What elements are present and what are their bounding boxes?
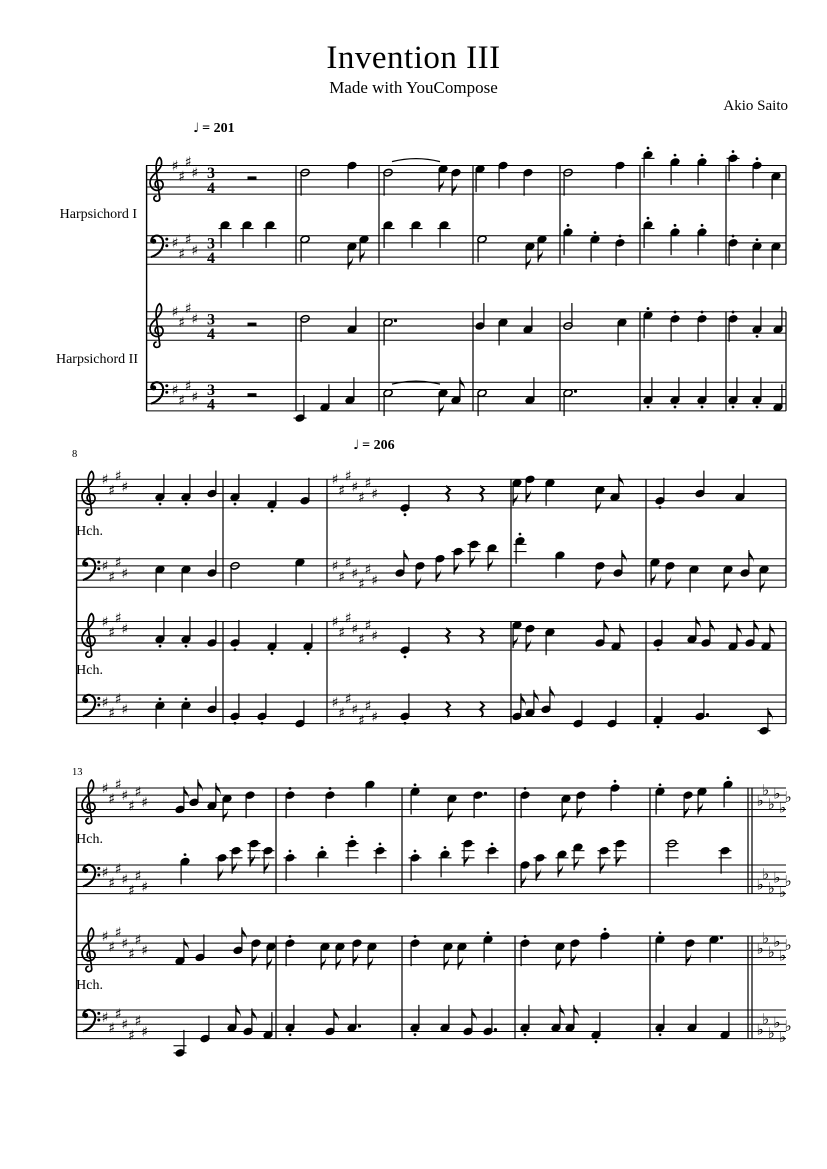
measure-number: 13	[72, 767, 83, 778]
eighth-flag	[651, 572, 656, 585]
key-signature-sharp: ♯	[331, 558, 339, 575]
staccato-dot	[756, 238, 759, 241]
instrument-label: Hch.	[76, 978, 103, 993]
key-signature-sharp: ♯	[371, 486, 378, 503]
tempo-value: = 201	[202, 121, 235, 136]
staccato-dot	[659, 506, 662, 509]
staccato-dot	[701, 154, 704, 157]
staccato-dot	[185, 503, 188, 506]
eighth-flag	[562, 809, 567, 822]
key-signature-flat: ♭	[767, 1024, 775, 1043]
key-signature-sharp: ♯	[108, 625, 115, 642]
key-signature-sharp: ♯	[134, 1013, 142, 1030]
key-signature-sharp: ♯	[351, 565, 359, 582]
staccato-dot	[414, 935, 417, 938]
eighth-flag	[460, 377, 465, 390]
staccato-dot	[271, 510, 274, 513]
key-signature-sharp: ♯	[128, 1027, 135, 1044]
eighth-flag	[267, 957, 272, 970]
key-signature-sharp: ♯	[114, 777, 122, 794]
tempo-marking	[193, 121, 235, 137]
tempo-value: = 206	[362, 438, 395, 453]
staccato-dot	[184, 853, 187, 856]
key-signature-sharp: ♯	[114, 691, 122, 708]
staccato-dot	[271, 652, 274, 655]
bass-clef-dot	[97, 697, 100, 700]
tie-slur	[392, 159, 440, 162]
augmentation-dot	[720, 936, 723, 939]
key-signature-sharp: ♯	[134, 868, 142, 885]
staccato-dot	[614, 780, 617, 783]
staccato-dot	[351, 835, 354, 838]
eighth-flag	[448, 809, 453, 822]
key-signature-sharp: ♯	[114, 610, 122, 627]
key-signature-sharp: ♯	[121, 935, 129, 952]
staccato-dot	[595, 1040, 598, 1043]
staccato-dot	[289, 935, 292, 938]
key-signature-sharp: ♯	[344, 610, 352, 627]
time-signature-numerator: 3	[207, 165, 215, 183]
key-signature-sharp: ♯	[171, 235, 179, 252]
eighth-flag	[321, 957, 326, 970]
time-signature-denominator: 4	[207, 326, 215, 343]
staccato-dot	[659, 931, 662, 934]
key-signature-sharp: ♯	[371, 628, 378, 645]
staccato-dot	[519, 533, 522, 536]
key-signature-sharp: ♯	[134, 784, 142, 801]
staccato-dot	[414, 783, 417, 786]
eighth-flag	[596, 500, 601, 513]
augmentation-dot	[494, 1028, 497, 1031]
staccato-dot	[756, 406, 759, 409]
key-signature-sharp: ♯	[134, 932, 142, 949]
time-signature-numerator: 3	[207, 382, 215, 399]
page-subtitle: Made with YouCompose	[329, 78, 498, 97]
staccato-dot	[261, 722, 264, 725]
staccato-dot	[185, 645, 188, 648]
staccato-dot	[659, 783, 662, 786]
key-signature-sharp: ♯	[344, 468, 352, 485]
key-signature-flat: ♭	[778, 1027, 786, 1046]
page-title: Invention III	[326, 40, 501, 76]
bass-clef-dot	[97, 561, 100, 564]
augmentation-dot	[484, 792, 487, 795]
key-signature-flat: ♭	[762, 928, 770, 947]
staccato-dot	[444, 846, 447, 849]
measure-number: 8	[72, 449, 78, 460]
key-signature-flat: ♭	[762, 1009, 770, 1028]
eighth-flag	[216, 783, 221, 796]
staccato-dot	[756, 335, 759, 338]
key-signature-sharp: ♯	[141, 879, 148, 896]
bass-clef-dot	[97, 567, 100, 570]
key-signature-sharp: ♯	[344, 691, 352, 708]
staccato-dot	[524, 935, 527, 938]
key-signature-sharp: ♯	[128, 798, 135, 815]
key-signature-sharp: ♯	[351, 621, 359, 638]
bass-clef-dot	[165, 238, 168, 241]
eighth-flag	[574, 1005, 579, 1018]
key-signature-flat: ♭	[756, 791, 764, 810]
staccato-dot	[604, 928, 607, 931]
eighth-flag	[242, 927, 247, 940]
key-signature-sharp: ♯	[108, 482, 115, 499]
key-signature-sharp: ♯	[121, 1017, 129, 1034]
key-signature-sharp: ♯	[184, 378, 192, 395]
eighth-flag	[574, 857, 579, 870]
staccato-dot	[647, 406, 650, 409]
time-signature-denominator: 4	[207, 250, 215, 267]
key-signature-sharp: ♯	[121, 565, 129, 582]
eighth-flag	[444, 957, 449, 970]
key-signature-sharp: ♯	[191, 311, 199, 328]
instrument-label: Hch.	[76, 524, 103, 539]
key-signature-sharp: ♯	[351, 702, 359, 719]
key-signature-sharp: ♯	[344, 555, 352, 572]
staccato-dot	[674, 154, 677, 157]
key-signature-sharp: ♯	[108, 875, 115, 892]
staccato-dot	[732, 311, 735, 314]
staccato-dot	[289, 787, 292, 790]
key-signature-sharp: ♯	[101, 558, 109, 575]
key-signature-sharp: ♯	[364, 617, 372, 634]
staccato-dot	[487, 931, 490, 934]
key-signature-sharp: ♯	[178, 392, 185, 409]
staccato-dot	[567, 224, 570, 227]
eighth-flag	[513, 635, 518, 648]
key-signature-sharp: ♯	[364, 698, 372, 715]
key-signature-flat: ♭	[767, 943, 775, 962]
eighth-flag	[348, 256, 353, 269]
staccato-dot	[657, 725, 660, 728]
staccato-dot	[159, 645, 162, 648]
eighth-flag	[538, 249, 543, 262]
eighth-flag	[439, 403, 444, 416]
key-signature-sharp: ♯	[331, 614, 339, 631]
key-signature-sharp: ♯	[364, 562, 372, 579]
key-signature-sharp: ♯	[101, 614, 109, 631]
key-signature-flat: ♭	[784, 787, 792, 806]
key-signature-flat: ♭	[778, 946, 786, 965]
key-signature-sharp: ♯	[338, 625, 345, 642]
system-3	[76, 776, 792, 1057]
eighth-flag	[458, 957, 463, 970]
key-signature-sharp: ♯	[114, 1006, 122, 1023]
key-signature-flat: ♭	[778, 798, 786, 817]
key-signature-flat: ♭	[756, 875, 764, 894]
key-signature-sharp: ♯	[358, 576, 365, 593]
staccato-dot	[657, 648, 660, 651]
key-signature-flat: ♭	[762, 864, 770, 883]
key-signature-sharp: ♯	[351, 479, 359, 496]
eighth-flag	[360, 249, 365, 262]
key-signature-sharp: ♯	[171, 382, 179, 399]
bass-clef-dot	[97, 1012, 100, 1015]
key-signature-flat: ♭	[784, 935, 792, 954]
key-signature-flat: ♭	[756, 939, 764, 958]
instrument-label: Hch.	[76, 832, 103, 847]
quarter-note-icon: ♩	[193, 121, 200, 136]
key-signature-sharp: ♯	[141, 943, 148, 960]
time-signature-denominator: 4	[207, 396, 215, 414]
augmentation-dot	[394, 319, 397, 322]
key-signature-flat: ♭	[773, 868, 781, 887]
key-signature-flat: ♭	[762, 780, 770, 799]
key-signature-sharp: ♯	[184, 154, 192, 171]
staccato-dot	[674, 406, 677, 409]
eighth-flag	[737, 624, 742, 637]
staccato-dot	[732, 406, 735, 409]
key-signature-sharp: ♯	[101, 864, 109, 881]
key-signature-flat: ♭	[784, 872, 792, 891]
key-signature-sharp: ♯	[108, 705, 115, 722]
key-signature-sharp: ♯	[371, 572, 378, 589]
half-rest	[248, 323, 257, 326]
key-signature-sharp: ♯	[128, 946, 135, 963]
bass-clef-dot	[97, 704, 100, 707]
eighth-flag	[619, 474, 624, 487]
key-signature-sharp: ♯	[121, 621, 129, 638]
staccato-dot	[659, 1033, 662, 1036]
half-rest	[248, 393, 257, 396]
eighth-flag	[724, 579, 729, 592]
eighth-flag	[198, 779, 203, 792]
augmentation-dot	[706, 713, 709, 716]
augmentation-dot	[358, 1024, 361, 1027]
key-signature-sharp: ♯	[178, 169, 185, 186]
eighth-flag	[439, 179, 444, 192]
eighth-flag	[560, 1005, 565, 1018]
key-signature-flat: ♭	[773, 1013, 781, 1032]
key-signature-sharp: ♯	[108, 569, 115, 586]
key-signature-sharp: ♯	[101, 472, 109, 489]
instrument-label: Harpsichord II	[55, 352, 138, 367]
system-1	[146, 147, 786, 423]
key-signature-sharp: ♯	[101, 780, 109, 797]
staccato-dot	[594, 231, 597, 234]
key-signature-flat: ♭	[767, 879, 775, 898]
tempo-marking	[353, 438, 395, 454]
eighth-flag	[336, 957, 341, 970]
key-signature-sharp: ♯	[114, 861, 122, 878]
eighth-flag	[550, 686, 555, 699]
staccato-dot	[732, 235, 735, 238]
staccato-dot	[727, 776, 730, 779]
bass-clef-dot	[165, 384, 168, 387]
staccato-dot	[647, 307, 650, 310]
key-signature-sharp: ♯	[191, 389, 199, 406]
key-signature-sharp: ♯	[121, 872, 129, 889]
quarter-note-icon: ♩	[353, 438, 360, 453]
key-signature-sharp: ♯	[101, 928, 109, 945]
key-signature-sharp: ♯	[108, 791, 115, 808]
eighth-flag	[620, 624, 625, 637]
staccato-dot	[524, 787, 527, 790]
key-signature-flat: ♭	[773, 784, 781, 803]
staccato-dot	[647, 147, 650, 150]
instrument-label: Harpsichord I	[59, 207, 137, 222]
staccato-dot	[404, 656, 407, 659]
key-signature-sharp: ♯	[101, 1009, 109, 1026]
eighth-flag	[526, 256, 531, 269]
key-signature-sharp: ♯	[114, 555, 122, 572]
staccato-dot	[289, 850, 292, 853]
staccato-dot	[732, 150, 735, 153]
key-signature-sharp: ♯	[358, 632, 365, 649]
staccato-dot	[234, 648, 237, 651]
composer-name: Akio Saito	[723, 98, 788, 114]
eighth-flag	[749, 550, 754, 563]
staccato-dot	[234, 722, 237, 725]
staccato-dot	[185, 698, 188, 701]
staccato-dot	[329, 787, 332, 790]
staccato-dot	[307, 652, 310, 655]
staccato-dot	[701, 311, 704, 314]
key-signature-flat: ♭	[784, 1017, 792, 1036]
staccato-dot	[289, 1033, 292, 1036]
eighth-flag	[556, 957, 561, 970]
key-signature-sharp: ♯	[141, 1024, 148, 1041]
eighth-flag	[622, 550, 627, 563]
instrument-label: Hch.	[76, 663, 103, 678]
eighth-flag	[513, 493, 518, 506]
time-signature-denominator: 4	[207, 179, 215, 197]
eighth-flag	[698, 802, 703, 815]
half-rest	[248, 176, 257, 179]
key-signature-sharp: ♯	[358, 712, 365, 729]
eighth-flag	[368, 957, 373, 970]
staccato-dot	[647, 217, 650, 220]
staccato-dot	[701, 224, 704, 227]
staccato-dot	[379, 843, 382, 846]
bass-clef-dot	[165, 244, 168, 247]
time-signature-numerator: 3	[207, 235, 215, 253]
key-signature-sharp: ♯	[338, 482, 345, 499]
augmentation-dot	[574, 390, 577, 393]
key-signature-sharp: ♯	[331, 472, 339, 489]
key-signature-sharp: ♯	[338, 569, 345, 586]
key-signature-sharp: ♯	[108, 1020, 115, 1037]
staccato-dot	[404, 722, 407, 725]
key-signature-sharp: ♯	[128, 882, 135, 899]
key-signature-flat: ♭	[756, 1020, 764, 1039]
key-signature-sharp: ♯	[191, 165, 199, 182]
staccato-dot	[321, 846, 324, 849]
key-signature-sharp: ♯	[141, 795, 148, 812]
key-signature-flat: ♭	[773, 932, 781, 951]
staccato-dot	[234, 503, 237, 506]
bass-clef-dot	[97, 867, 100, 870]
bass-clef-dot	[165, 391, 168, 394]
eighth-flag	[770, 624, 775, 637]
staccato-dot	[701, 406, 704, 409]
key-signature-sharp: ♯	[184, 232, 192, 249]
staccato-dot	[404, 513, 407, 516]
eighth-flag	[236, 1005, 241, 1018]
eighth-flag	[488, 558, 493, 571]
staccato-dot	[674, 224, 677, 227]
key-signature-sharp: ♯	[171, 158, 179, 175]
key-signature-sharp: ♯	[338, 705, 345, 722]
staccato-dot	[159, 503, 162, 506]
bass-clef-dot	[97, 1019, 100, 1022]
eighth-flag	[534, 690, 539, 703]
eighth-flag	[404, 550, 409, 563]
key-signature-sharp: ♯	[178, 315, 185, 332]
eighth-flag	[223, 809, 228, 822]
bass-clef-dot	[97, 874, 100, 877]
staccato-dot	[159, 698, 162, 701]
key-signature-sharp: ♯	[114, 468, 122, 485]
key-signature-flat: ♭	[778, 882, 786, 901]
key-signature-sharp: ♯	[364, 475, 372, 492]
staccato-dot	[414, 850, 417, 853]
staccato-dot	[619, 235, 622, 238]
system-2	[76, 469, 786, 736]
staccato-dot	[491, 843, 494, 846]
key-signature-sharp: ♯	[178, 246, 185, 263]
eighth-flag	[558, 864, 563, 877]
key-signature-sharp: ♯	[358, 489, 365, 506]
key-signature-sharp: ♯	[171, 304, 179, 321]
eighth-flag	[184, 938, 189, 951]
key-signature-sharp: ♯	[101, 694, 109, 711]
eighth-flag	[760, 579, 765, 592]
key-signature-sharp: ♯	[108, 939, 115, 956]
key-signature-sharp: ♯	[191, 242, 199, 259]
key-signature-sharp: ♯	[371, 709, 378, 726]
key-signature-sharp: ♯	[331, 694, 339, 711]
staccato-dot	[674, 311, 677, 314]
time-signature-numerator: 3	[207, 311, 215, 329]
key-signature-sharp: ♯	[114, 925, 122, 942]
staccato-dot	[414, 1033, 417, 1036]
eighth-flag	[696, 616, 701, 629]
key-signature-sharp: ♯	[121, 702, 129, 719]
key-signature-sharp: ♯	[121, 787, 129, 804]
key-signature-sharp: ♯	[121, 479, 129, 496]
staccato-dot	[524, 1033, 527, 1036]
staccato-dot	[756, 157, 759, 160]
key-signature-sharp: ♯	[184, 300, 192, 317]
key-signature-flat: ♭	[767, 795, 775, 814]
